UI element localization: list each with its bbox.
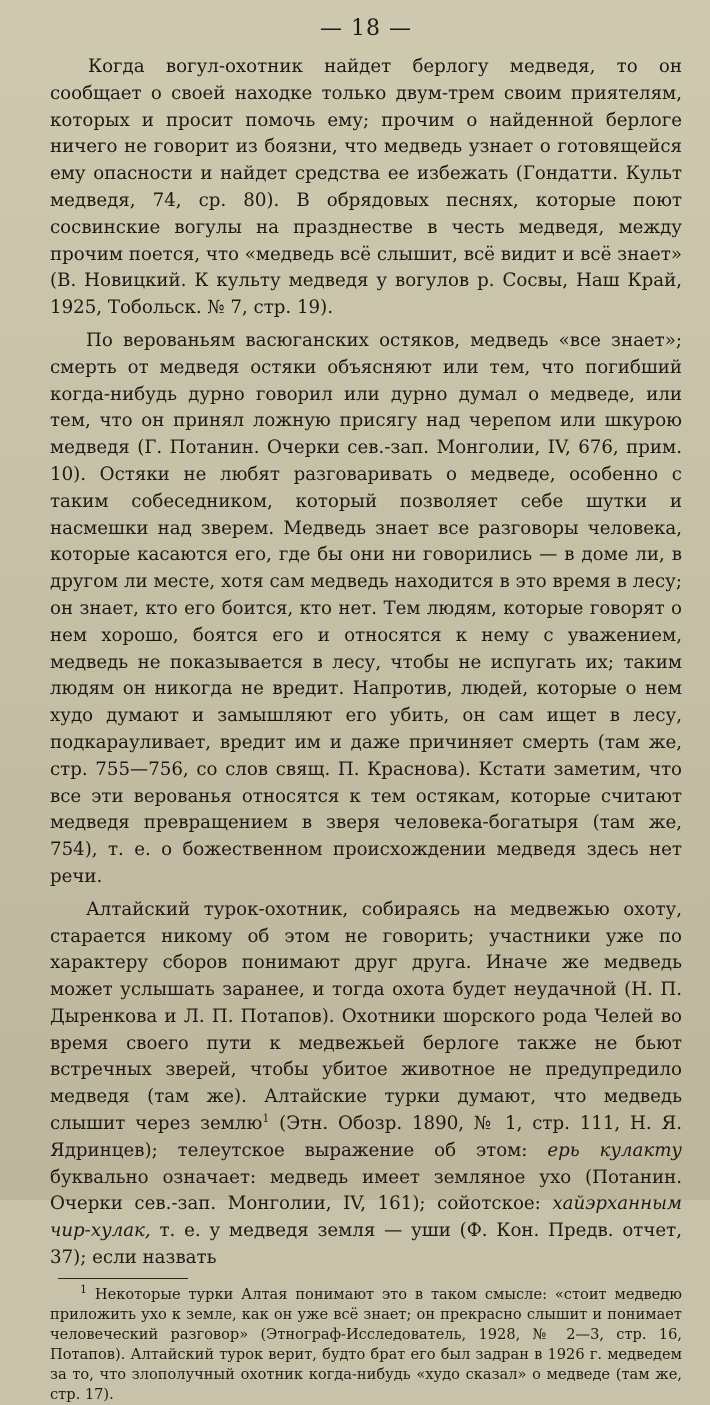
paragraph-vasyugan-ostyaks: По верованьям васюганских остяков, медведь «все знает»; смерть от медведя остяки объясняют или тем, что погибший когда-нибудь дурно говорил или дурно думал о медведе, или тем, что он принял ложную присягу над черепом или шкурою медведя (Г. Потанин. Очерки сев.-зап. Монголии, IV, 676, прим. 10). Остяки не любят разговаривать о медведе, особенно с таким собеседником, который позволяет себе шутки и насмешки над зверем. Медведь знает все разговоры человека, которые касаются его, где бы они ни говорились — в доме ли, в другом ли месте, хотя сам медведь находится в это время в лесу; он знает, кто его боится, кто нет. Тем людям, которые говорят о нем хорошо, боятся его и относятся к нему с уважением, медведь не показывается в лесу, чтобы не испугать их; таким людям он никогда не вредит. Напротив, людей, которые о нем худо думают и замышляют его убить, он сам ищет в лесу, подкарауливает, вредит им и даже причиняет смерть (там же, стр. 755—756, со слов свящ. П. Краснова). Кстати заметим, что все эти верованья относятся к тем остякам, которые считают медведя превращением в зверя человека-богатыря (там же, 754), т. е. о божественном происхождении медведя здесь нет речи. <box>50 329 682 887</box>
paragraph-text-segment: т. е. у медведя земля — уши (Ф. Кон. Предв. отчет, 37); если назвать <box>50 1220 682 1269</box>
teleut-expression: ерь кулакту <box>547 1139 682 1161</box>
footnote-reference: 1 <box>262 1112 270 1126</box>
page-number: — 18 — <box>320 16 412 41</box>
paragraph-text-segment: Алтайский турок-охотник, собираясь на медвежью охоту, старается никому об этом не говорить; участники уже по характеру сборов понимают друг друга. Иначе же медведь может услышать заранее, и тогда охота будет неудачной (Н. П. Дыренкова и Л. П. Потапов). Охотники шорского рода Челей во время своего пути к медвежьей берлоге также не бьют встречных зверей, чтобы убитое животное не предупредило медведя (там же). Алтайские турки думают, что медведь слышит через землю <box>50 898 682 1135</box>
footnote <box>50 1285 682 1405</box>
paragraph-altai-hunter <box>50 897 682 1272</box>
paragraph-vogul-hunter: Когда вогул-охотник найдет берлогу медведя, то он сообщает о своей находке только двум-трем своим приятелям, которых и просит помочь ему; прочим о найденной берлоге ничего не говорит из боязни, что медведь узнает о готовящейся ему опасности и найдет средства ее избежать (Гондатти. Культ медведя, 74, ср. 80). В обрядовых песнях, которые поют сосвинские вогулы на празднестве в честь медведя, между прочим поется, что «медведь всё слышит, всё видит и всё знает» (В. Новицкий. К культу медведя у вогулов р. Сосвы, Наш Край, 1925, Тобольск. № 7, стр. 19). <box>50 56 682 319</box>
footnote-mark: 1 <box>80 1283 87 1296</box>
footnote-text: Некоторые турки Алтая понимают это в таком смысле: «стоит медведю приложить ухо к земле, как он уже всё знает; он прекрасно слышит и понимает человеческий разговор» (Этнограф-Исследователь, 1928, № 2—3, стр. 16, Потапов). Алтайский турок верит, будто брат его был задран в 1926 г. медведем за то, что злополучный охотник когда-нибудь «худо сказал» о медведе (там же, стр. 17). <box>50 1285 682 1403</box>
paragraph-text-segment: (Этн. Обозр. 1890, № 1, стр. 111, Н. Я. Ядринцев); телеутское выражение об этом: <box>50 1113 682 1161</box>
footnote-divider <box>58 1278 188 1279</box>
soyot-expression: хайэрханным чир-хулак, <box>50 1193 682 1242</box>
paragraph-text-segment: буквально означает: медведь имеет земляное ухо (Потанин. Очерки сев.-зап. Монголии, IV, 161); сойотское: <box>50 1166 682 1215</box>
